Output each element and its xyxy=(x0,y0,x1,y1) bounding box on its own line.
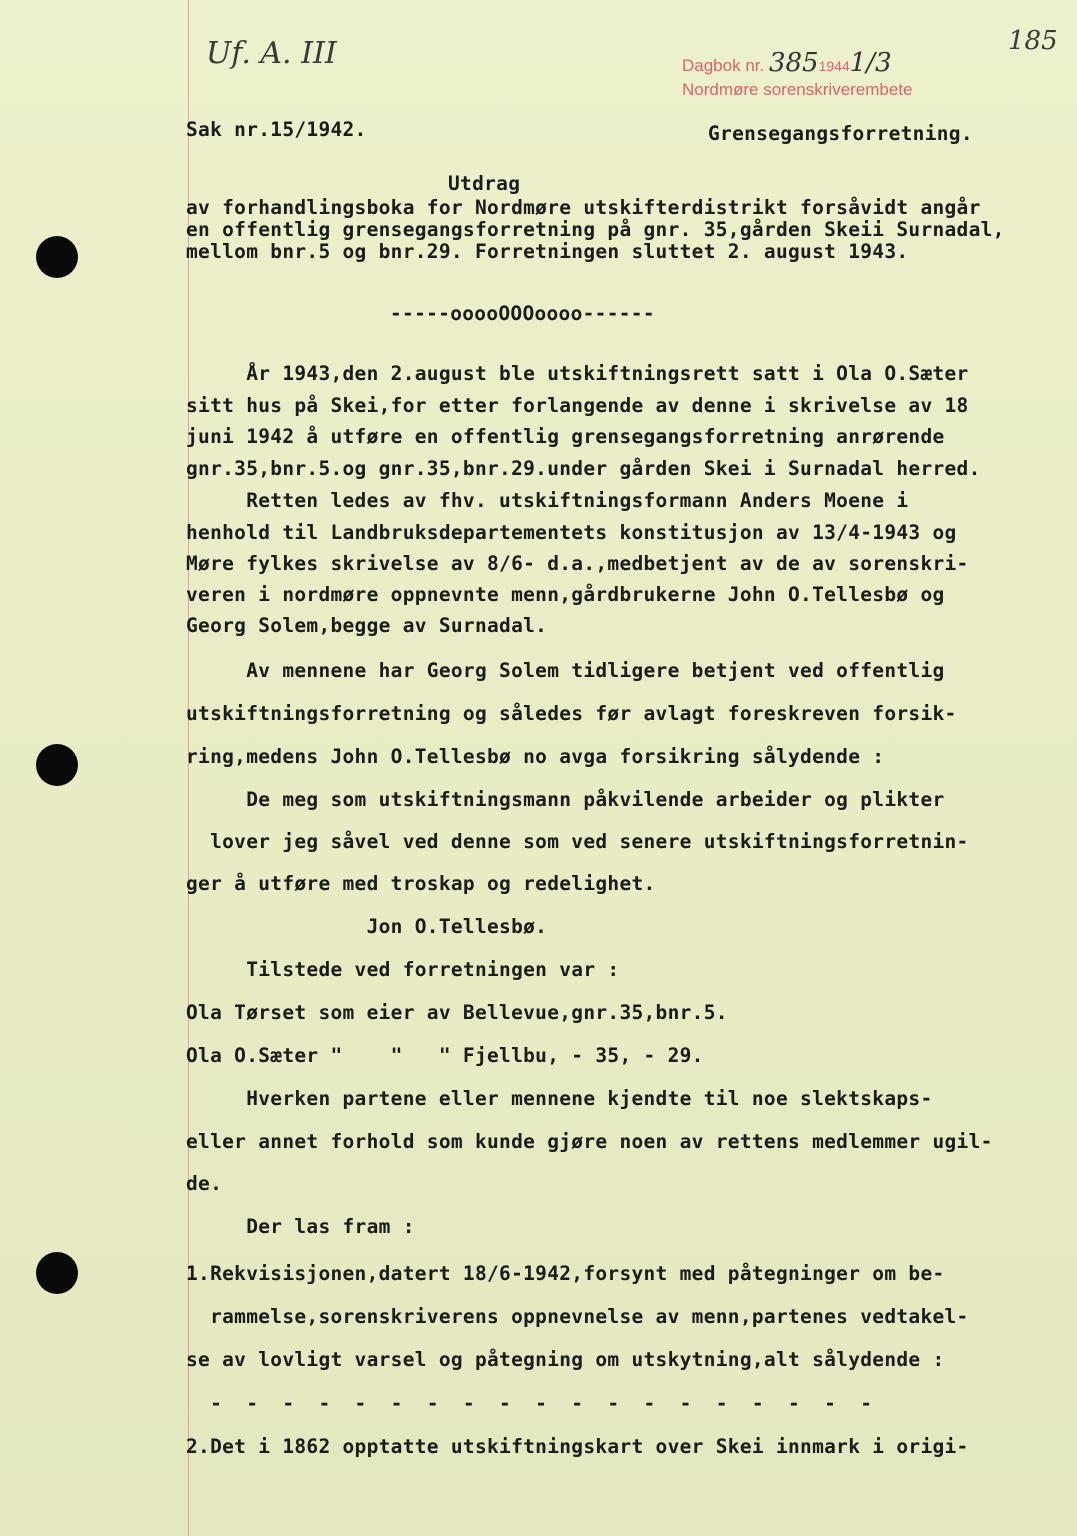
body-line: Der las fram : xyxy=(186,1215,415,1238)
stamp-line-2: Nordmøre sorenskriverembete xyxy=(682,80,913,99)
body-line: ring,medens John O.Tellesbø no avga forsikring sålydende : xyxy=(186,745,885,768)
body-line: ger å utføre med troskap og redelighet. xyxy=(186,872,656,895)
stamp-label: Dagbok nr. xyxy=(682,56,765,75)
divider: -----ooooOOOoooo------ xyxy=(390,302,655,325)
stamp-diary-number: 385 xyxy=(768,48,819,78)
body-line: Ola Tørset som eier av Bellevue,gnr.35,bnr.5. xyxy=(186,1001,728,1024)
stamp-line-1 xyxy=(682,48,892,78)
signature-line: Jon O.Tellesbø. xyxy=(186,915,548,938)
dash-line: - - - - - - - - - - - - - - - - - - - xyxy=(186,1392,873,1415)
body-line: Georg Solem,begge av Surnadal. xyxy=(186,614,548,637)
body-line: eller annet forhold som kunde gjøre noen av rettens medlemmer ugil- xyxy=(186,1130,993,1153)
body-line: henhold til Landbruksdepartementets konstitusjon av 13/4-1943 og xyxy=(186,521,957,544)
body-line: År 1943,den 2.august ble utskiftningsrett satt i Ola O.Sæter xyxy=(186,362,969,385)
handwritten-page-number: 185 xyxy=(1008,26,1058,56)
punch-hole xyxy=(36,744,78,786)
body-line: Ola O.Sæter " " " Fjellbu, - 35, - 29. xyxy=(186,1044,704,1067)
body-line: rammelse,sorenskriverens oppnevnelse av menn,partenes vedtakel- xyxy=(186,1305,969,1328)
body-line: 1.Rekvisisjonen,datert 18/6-1942,forsynt med påtegninger om be- xyxy=(186,1262,945,1285)
stamp-date: 1/3 xyxy=(849,48,892,78)
body-line: veren i nordmøre oppnevnte menn,gårdbrukerne John O.Tellesbø og xyxy=(186,583,945,606)
case-number: Sak nr.15/1942. xyxy=(186,118,367,141)
body-line: Møre fylkes skrivelse av 8/6- d.a.,medbetjent av de av sorenskri- xyxy=(186,552,969,575)
body-line: utskiftningsforretning og således før avlagt foreskreven forsik- xyxy=(186,702,957,725)
body-line: se av lovligt varsel og påtegning om utskytning,alt sålydende : xyxy=(186,1348,945,1371)
body-line: Tilstede ved forretningen var : xyxy=(186,958,620,981)
stamp-year: 1944 xyxy=(818,58,850,74)
body-line: Hverken partene eller mennene kjendte til noe slektskaps- xyxy=(186,1087,933,1110)
body-line: gnr.35,bnr.5.og gnr.35,bnr.29.under gården Skei i Surnadal herred. xyxy=(186,457,981,480)
punch-hole xyxy=(36,1252,78,1294)
handwritten-annotation: Uf. A. III xyxy=(206,36,337,71)
excerpt-heading: Utdrag xyxy=(448,172,521,195)
body-line: Av mennene har Georg Solem tidligere betjent ved offentlig xyxy=(186,659,945,682)
punch-hole xyxy=(36,236,78,278)
body-line: lover jeg såvel ved denne som ved senere utskiftningsforretnin- xyxy=(186,830,969,853)
body-line: 2.Det i 1862 opptatte utskiftningskart over Skei innmark i origi- xyxy=(186,1435,969,1458)
body-line: de. xyxy=(186,1172,223,1195)
intro-line: av forhandlingsboka for Nordmøre utskifterdistrikt forsåvidt angår xyxy=(186,196,981,219)
body-line: Retten ledes av fhv. utskiftningsformann Anders Moene i xyxy=(186,489,909,512)
intro-line: en offentlig grensegangsforretning på gnr. 35,gården Skeii Surnadal, xyxy=(186,218,1005,241)
body-line: juni 1942 å utføre en offentlig grensegangsforretning anrørende xyxy=(186,425,945,448)
document-title: Grensegangsforretning. xyxy=(708,122,973,145)
body-line: De meg som utskiftningsmann påkvilende arbeider og plikter xyxy=(186,788,945,811)
intro-line: mellom bnr.5 og bnr.29. Forretningen sluttet 2. august 1943. xyxy=(186,240,909,263)
body-line: sitt hus på Skei,for etter forlangende av denne i skrivelse av 18 xyxy=(186,394,969,417)
